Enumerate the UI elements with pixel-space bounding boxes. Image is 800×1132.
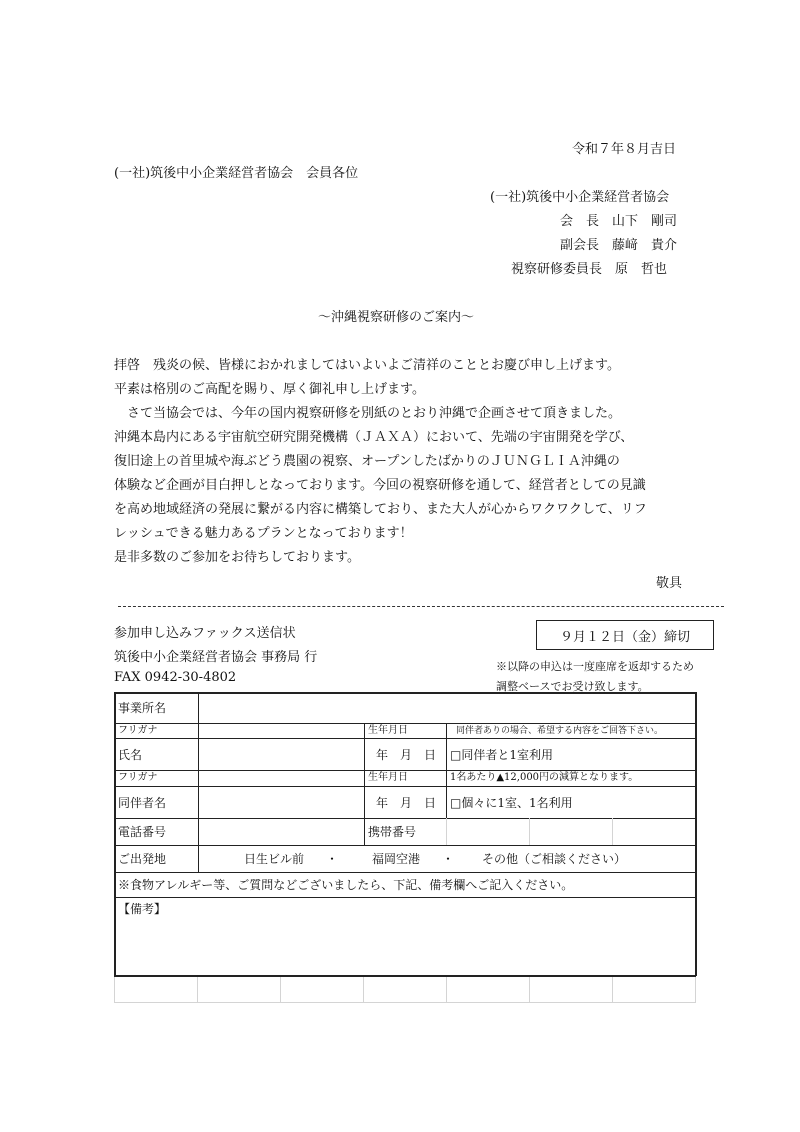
closing: 敬具 [656,576,683,591]
furigana-input[interactable] [204,725,360,737]
birthdate-field[interactable]: 年 月 日 [376,748,437,762]
grid-line [280,977,281,1002]
late-note-line: 調整ベースでお受け致します。 [496,680,649,693]
sender-org: (一社)筑後中小企業経営者協会 [490,190,670,205]
grid-line [612,818,613,845]
company-input[interactable] [204,696,690,720]
furigana-label: フリガナ [118,725,158,736]
document-title: ～沖縄視察研修のご案内～ [318,310,475,325]
furigana-label: フリガナ [118,772,158,783]
remarks-input[interactable] [120,920,690,972]
mobile-label: 携帯番号 [368,825,417,839]
body-line: 拝啓 残炎の候、皆様におかれましてはいよいよご清祥のこととお慶び申し上げます。 [114,358,620,373]
grid-line [529,977,530,1002]
phone-label: 電話番号 [118,825,167,839]
companion-birthdate-field[interactable]: 年 月 日 [376,796,437,810]
companion-furigana-input[interactable] [204,772,360,784]
sender-vice-president: 副会長 藤﨑 貴介 [560,238,678,253]
departure-separator: ・ [442,852,455,866]
date: 令和７年８月吉日 [572,142,677,157]
body-line: 是非多数のご参加をお待ちしております。 [114,550,360,565]
body-line: を高め地域経済の発展に繋がる内容に構築しており、また大人が心からワクワクして、リフ [114,502,647,517]
body-line: 体験など企画が目白押しとなっております。今回の視察研修を通して、経営者としての見識 [114,478,646,493]
departure-option-fukuoka-airport[interactable]: 福岡空港 [372,852,421,866]
grid-line [529,818,530,845]
grid-line [114,977,115,1002]
sender-president: 会 長 山下 剛司 [560,214,678,229]
departure-option-other[interactable]: その他（ご相談ください） [482,852,627,866]
birthdate-label: 生年月日 [368,772,408,783]
fax-number: FAX 0942-30-4802 [114,670,237,685]
deadline-text: ９月１２日（金）締切 [559,629,690,645]
name-label: 氏名 [118,748,143,762]
addressee: (一社)筑後中小企業経営者協会 会員各位 [114,166,359,181]
grid-line [114,1002,696,1003]
departure-label: ご出発地 [118,852,167,866]
body-line: 平素は格別のご高配を賜り、厚く御礼申し上げます。 [114,382,425,397]
cut-line [118,606,724,607]
late-note-line: ※以降の申込は一度座席を返却するため [496,660,694,673]
grid-line [197,977,198,1002]
company-label: 事業所名 [118,701,167,715]
departure-option-nissei[interactable]: 日生ビル前 [244,852,305,866]
companion-input[interactable] [204,789,360,815]
sender-committee-chair: 視察研修委員長 原 哲也 [511,262,668,277]
phone-input[interactable] [204,821,360,843]
grid-line [446,977,447,1002]
grid-line [612,977,613,1002]
grid-line [363,977,364,1002]
companion-label: 同伴者名 [118,796,167,810]
room-option-shared[interactable]: □同伴者と1室利用 [450,748,553,762]
fax-recipient: 筑後中小企業経営者協会 事務局 行 [114,650,318,665]
body-line: 復旧途上の首里城や海ぶどう農園の視察、オープンしたばかりのＪＵＮＧＬＩＡ沖縄の [114,454,620,469]
discount-note: 1名あたり▲12,000円の減算となります。 [450,772,639,783]
room-option-single[interactable]: □個々に1室、1名利用 [450,796,573,810]
body-line: 沖縄本島内にある宇宙航空研究開発機構（ＪＡＸＡ）において、先端の宇宙開発を学び、 [114,430,634,445]
application-form [114,692,696,976]
body-line: さて当協会では、今年の国内視察研修を別紙のとおり沖縄で企画させて頂きました。 [114,406,622,421]
body-line: レッシュできる魅力あるプランとなっております！ [114,526,413,541]
fax-header: 参加申し込みファックス送信状 [114,626,296,641]
remarks-label: 【備考】 [118,902,167,916]
name-input[interactable] [204,741,360,767]
companion-note: 同伴者ありの場合、希望する内容をご回答下さい。 [456,726,664,736]
grid-line [446,818,447,845]
departure-separator: ・ [326,852,339,866]
birthdate-label: 生年月日 [368,725,408,736]
mobile-input[interactable] [450,821,690,843]
grid-line [695,977,696,1002]
deadline-box [536,620,714,650]
allergy-note: ※食物アレルギー等、ご質問などございましたら、下記、備考欄へご記入ください。 [118,878,574,892]
